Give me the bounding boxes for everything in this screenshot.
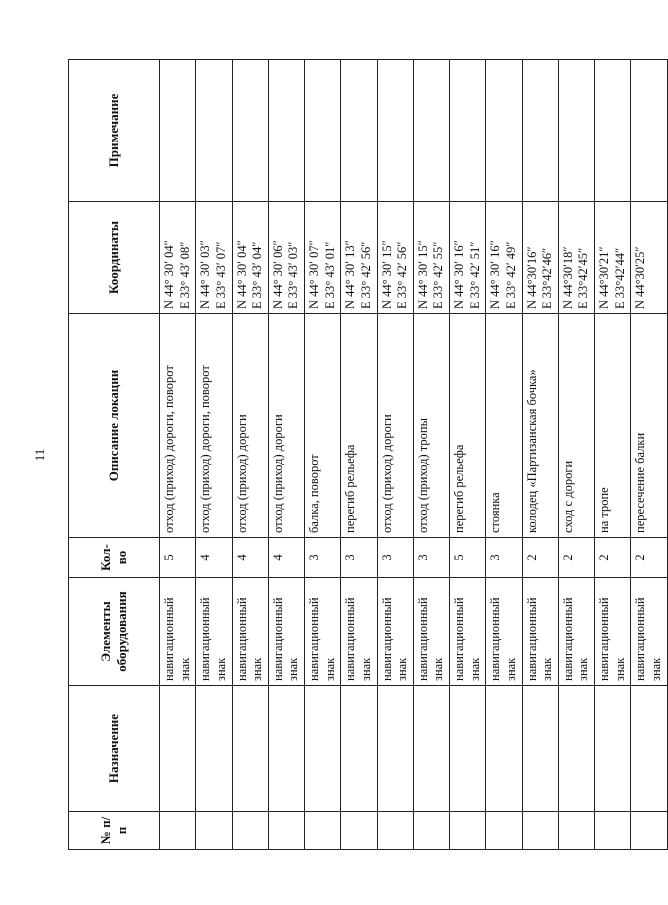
table-row [377,60,413,850]
coord-lat: N 44° 30′ 16″ [488,240,503,309]
cell-note [558,60,594,202]
cell-purpose [160,686,196,812]
cell-qty: 3 [413,538,449,578]
cell-num [196,812,232,850]
cell-note [305,60,341,202]
table-row [160,60,196,850]
cell-num [160,812,196,850]
cell-element: навигационный знак [377,578,413,686]
table-row [631,60,667,850]
cell-element: навигационный знак [558,578,594,686]
cell-num [631,812,667,850]
table-row [522,60,558,850]
cell-coords [595,202,631,314]
table-row [268,60,304,850]
cell-element: навигационный знак [450,578,486,686]
table-row [196,60,232,850]
cell-purpose [268,686,304,812]
header-description: Описание локации [69,314,160,538]
cell-note [232,60,268,202]
cell-coords [268,202,304,314]
table-row [450,60,486,850]
coord-lat: N 44° 30′ 16″ [452,240,466,309]
cell-qty: 2 [631,538,667,578]
cell-note [631,60,667,202]
cell-description: пересечение балки [631,314,667,538]
cell-note [486,60,522,202]
coord-lon: E 33° 42′ 56″ [358,241,373,309]
cell-description: балка, поворот [305,314,341,538]
coord-lat: N 44° 30′ 13″ [343,240,358,309]
coord-lat: N 44°30′16″ [524,246,539,309]
cell-note [413,60,449,202]
coord-lat: N 44°30′18″ [560,246,575,309]
cell-description: отход (приход) дороги [377,314,413,538]
cell-purpose [232,686,268,812]
header-num: № п/п [69,812,160,850]
table-header-row [69,60,160,850]
coord-lon: E 33° 42′ 49″ [503,241,518,309]
cell-qty: 4 [232,538,268,578]
coord-lon: E 33°42′44″ [612,247,627,309]
table-row [305,60,341,850]
coord-lon: E 33° 43′ 04″ [250,241,265,309]
rotated-table-area [68,60,663,850]
cell-num [450,812,486,850]
cell-coords [631,202,667,314]
cell-coords [305,202,341,314]
cell-description: отход (приход) дороги, поворот [160,314,196,538]
cell-purpose [305,686,341,812]
cell-coords [522,202,558,314]
cell-num [413,812,449,850]
cell-num [486,812,522,850]
coord-lon: E 33°42′45″ [576,247,591,309]
cell-element: навигационный знак [486,578,522,686]
cell-num [232,812,268,850]
page-number: 11 [32,448,47,462]
coord-lat: N 44° 30′ 15″ [379,240,394,309]
coord-lat: N 44° 30′ 04″ [234,240,249,309]
cell-note [522,60,558,202]
cell-coords [558,202,594,314]
cell-element: навигационный знак [631,578,667,686]
header-purpose: Назначение [69,686,160,812]
cell-coords [377,202,413,314]
cell-num [377,812,413,850]
cell-purpose [522,686,558,812]
cell-purpose [413,686,449,812]
cell-qty: 3 [377,538,413,578]
header-elements: Элементы оборудования [69,578,160,686]
cell-purpose [558,686,594,812]
cell-description: стоянка [486,314,522,538]
cell-num [268,812,304,850]
cell-coords [450,202,486,314]
cell-qty: 4 [268,538,304,578]
coord-lon: E 33°42′46″ [540,247,555,309]
table-row [341,60,377,850]
cell-note [268,60,304,202]
coord-lat: N 44° 30′ 03″ [198,240,213,309]
cell-coords [486,202,522,314]
table-row [413,60,449,850]
coord-lon: E 33° 42′ 51″ [467,241,482,309]
cell-element: навигационный знак [196,578,232,686]
cell-description: сход с дороги [558,314,594,538]
coord-lat: N 44° 30′ 06″ [270,240,285,309]
cell-num [558,812,594,850]
table-row [558,60,594,850]
cell-description: отход (приход) дороги [268,314,304,538]
cell-purpose [450,686,486,812]
cell-element: навигационный знак [341,578,377,686]
cell-purpose [377,686,413,812]
cell-qty: 5 [450,538,486,578]
table-row [595,60,631,850]
coord-lon: E 33° 43′ 08″ [177,241,192,309]
cell-description: колодец «Партизанская бочка» [522,314,558,538]
cell-note [595,60,631,202]
cell-qty: 3 [486,538,522,578]
cell-description: перегиб рельефа [450,314,486,538]
cell-coords [160,202,196,314]
cell-element: навигационный знак [413,578,449,686]
cell-coords [232,202,268,314]
coord-lat: N 44° 30′ 15″ [415,240,430,309]
cell-num [305,812,341,850]
coord-lon: E 33° 43′ 03″ [286,241,301,309]
cell-purpose [595,686,631,812]
cell-coords [196,202,232,314]
cell-description: отход (приход) дороги [232,314,268,538]
table-rotator [68,60,663,850]
cell-coords [341,202,377,314]
cell-description: отход (приход) дороги, поворот [196,314,232,538]
table-row [486,60,522,850]
cell-element: навигационный знак [595,578,631,686]
header-note: Примечание [69,60,160,202]
coord-lon: E 33° 43′ 01″ [322,241,337,309]
cell-note [196,60,232,202]
header-coords: Координаты [69,202,160,314]
cell-num [341,812,377,850]
cell-element: навигационный знак [522,578,558,686]
coord-lat: N 44°30′21″ [597,246,611,309]
cell-description: на тропе [595,314,631,538]
cell-purpose [196,686,232,812]
coord-lat: N 44° 30′ 07″ [307,240,321,309]
cell-note [160,60,196,202]
cell-qty: 2 [595,538,631,578]
equipment-table [68,59,668,850]
coord-lon: E 33° 42′ 56″ [395,241,410,309]
cell-purpose [341,686,377,812]
coord-lon: E 33° 43′ 07″ [213,241,228,309]
cell-purpose [486,686,522,812]
cell-coords [413,202,449,314]
cell-description: отход (приход) тропы [413,314,449,538]
cell-element: навигационный знак [268,578,304,686]
table-row [232,60,268,850]
cell-element: навигационный знак [305,578,341,686]
cell-qty: 4 [196,538,232,578]
cell-qty: 2 [558,538,594,578]
cell-note [377,60,413,202]
cell-qty: 3 [341,538,377,578]
cell-purpose [631,686,667,812]
cell-qty: 3 [305,538,341,578]
cell-element: навигационный знак [160,578,196,686]
coord-lat: N 44°30′25″ [633,246,648,309]
cell-qty: 5 [160,538,196,578]
coord-lat: N 44° 30′ 04″ [162,240,176,309]
cell-element: навигационный знак [232,578,268,686]
cell-num [595,812,631,850]
cell-description: перегиб рельефа [341,314,377,538]
cell-note [341,60,377,202]
cell-note [450,60,486,202]
coord-lon: E 33° 42′ 55″ [431,241,446,309]
cell-num [522,812,558,850]
cell-qty: 2 [522,538,558,578]
header-qty: Кол-во [69,538,160,578]
